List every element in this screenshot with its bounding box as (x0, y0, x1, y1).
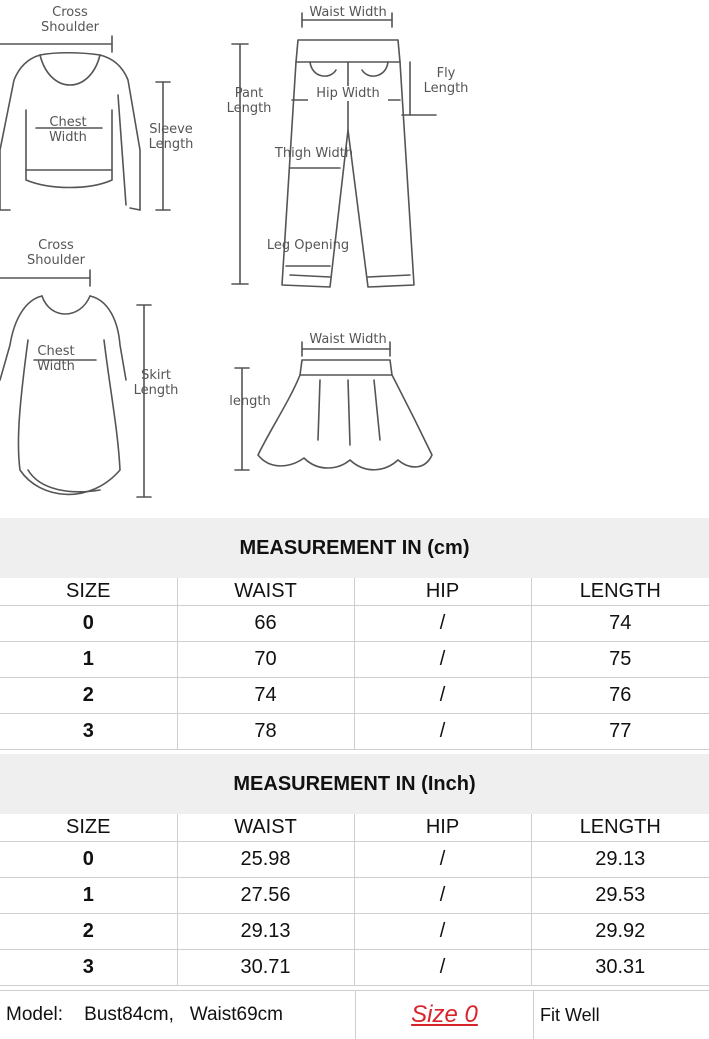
col-header-size: SIZE (0, 814, 177, 842)
size-cell: 0 (0, 606, 177, 642)
garment-sketches (0, 0, 709, 518)
hip-cell: / (354, 606, 531, 642)
cm-table-title: MEASUREMENT IN (cm) (0, 518, 709, 578)
length-cell: 77 (531, 714, 709, 750)
col-header-waist: WAIST (177, 814, 354, 842)
pants-fly-length-label: Fly Length (423, 66, 469, 96)
inch-size-table (0, 814, 709, 986)
dress-skirt-length-label: Skirt Length (133, 368, 179, 398)
hip-cell: / (354, 842, 531, 878)
table-row (0, 714, 709, 750)
dress-cross-shoulder-label: Cross Shoulder (27, 238, 85, 268)
pants-hip-width-label: Hip Width (308, 86, 388, 101)
size-cell: 0 (0, 842, 177, 878)
size-cell: 3 (0, 950, 177, 986)
length-cell: 75 (531, 642, 709, 678)
length-cell: 74 (531, 606, 709, 642)
length-cell: 29.92 (531, 914, 709, 950)
cm-size-table (0, 578, 709, 750)
size-cell: 2 (0, 678, 177, 714)
waist-cell: 78 (177, 714, 354, 750)
col-header-hip: HIP (354, 814, 531, 842)
fit-note: Fit Well (540, 1004, 600, 1025)
col-header-hip: HIP (354, 578, 531, 606)
table-row (0, 914, 709, 950)
table-header-row (0, 814, 709, 842)
dress-chest-width-label: Chest Width (37, 344, 75, 374)
skirt-length-label: length (229, 394, 271, 409)
waist-cell: 74 (177, 678, 354, 714)
hip-cell: / (354, 914, 531, 950)
waist-cell: 25.98 (177, 842, 354, 878)
col-header-length: LENGTH (531, 814, 709, 842)
waist-cell: 70 (177, 642, 354, 678)
col-header-size: SIZE (0, 578, 177, 606)
inch-table-title: MEASUREMENT IN (Inch) (0, 754, 709, 814)
size-cell: 2 (0, 914, 177, 950)
hip-cell: / (354, 878, 531, 914)
skirt-sketch (258, 360, 432, 470)
length-cell: 76 (531, 678, 709, 714)
length-cell: 29.13 (531, 842, 709, 878)
size-cell: 1 (0, 878, 177, 914)
size-cell: 1 (0, 642, 177, 678)
waist-cell: 27.56 (177, 878, 354, 914)
waist-cell: 29.13 (177, 914, 354, 950)
hip-cell: / (354, 950, 531, 986)
garment-measurement-diagram (0, 0, 709, 518)
hip-cell: / (354, 714, 531, 750)
waist-cell: 30.71 (177, 950, 354, 986)
table-row (0, 950, 709, 986)
pants-thigh-width-label: Thigh Width (274, 146, 354, 161)
table-row (0, 642, 709, 678)
length-cell: 30.31 (531, 950, 709, 986)
model-measurements: Model: Bust84cm, Waist69cm (6, 1004, 283, 1025)
pants-length-label: Pant Length (226, 86, 272, 116)
waist-cell: 66 (177, 606, 354, 642)
table-row (0, 678, 709, 714)
model-size-link[interactable]: Size 0 (355, 991, 534, 1039)
col-header-length: LENGTH (531, 578, 709, 606)
table-row (0, 878, 709, 914)
sweater-cross-shoulder-label: Cross Shoulder (41, 5, 99, 35)
dress-sketch (0, 296, 126, 494)
table-header-row (0, 578, 709, 606)
pants-leg-opening-label: Leg Opening (266, 238, 350, 253)
sweater-sleeve-length-label: Sleeve Length (148, 122, 194, 152)
table-row (0, 842, 709, 878)
model-info-row (0, 990, 709, 1039)
hip-cell: / (354, 642, 531, 678)
table-row (0, 606, 709, 642)
col-header-waist: WAIST (177, 578, 354, 606)
skirt-waist-width-label: Waist Width (309, 332, 387, 347)
hip-cell: / (354, 678, 531, 714)
sweater-chest-width-label: Chest Width (49, 115, 87, 145)
size-cell: 3 (0, 714, 177, 750)
length-cell: 29.53 (531, 878, 709, 914)
pants-waist-width-label: Waist Width (309, 5, 387, 20)
